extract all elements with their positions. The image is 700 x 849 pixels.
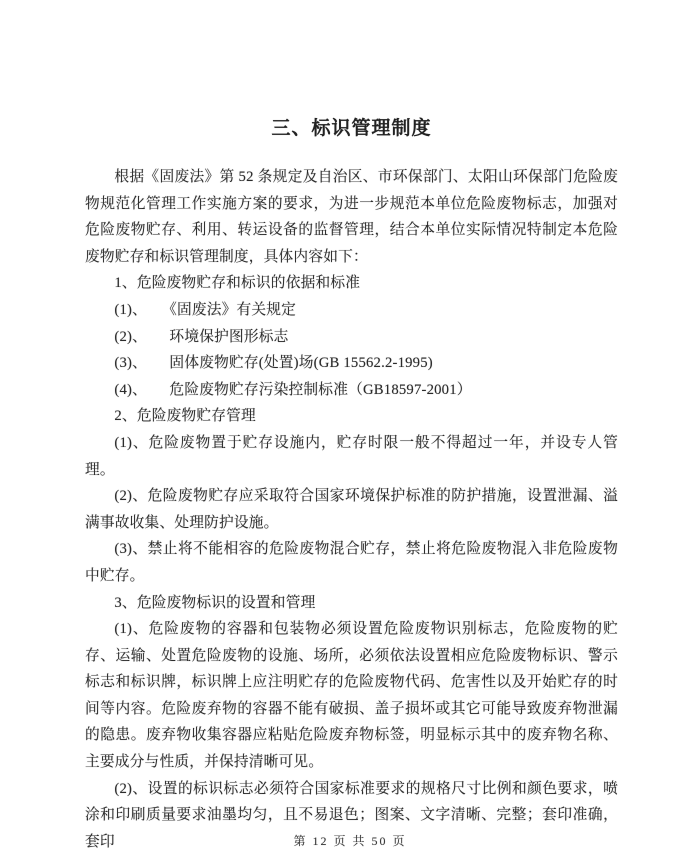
section-1-item-2: (2)、 环境保护图形标志 xyxy=(114,328,289,345)
document-title: 三、标识管理制度 xyxy=(271,118,432,139)
section-3-item-1: (1)、危险废物的容器和包装物必须设置危险废物识别标志，危险废物的贮存、运输、处置危险废物的设施、场所，必须依法设置相应危险废物标识、警示标志和标识牌，标识牌上应注明贮存的危险废物代码、危害性以及开始贮存的时间等内容。危险废弃物的容器不能有破损、盖子损坏或其它可能导致废弃物泄漏的隐患。废弃物收集容器应粘贴危险废弃物标签，明显标示其中的废弃物名称、主要成分与性质，并保持清晰可见。 xyxy=(85,621,618,771)
section-1-item-3: (3)、 固体废物贮存(处置)场(GB 15562.2-1995) xyxy=(114,355,433,372)
section-1-heading: 1、危险废物贮存和标识的依据和标准 xyxy=(114,275,361,292)
section-3-item-2: (2)、设置的标识标志必须符合国家标准要求的规格尺寸比例和颜色要求，喷涂和印刷质量要求油墨均匀，且不易退色；图案、文字清晰、完整；套印准确，套印 xyxy=(85,780,618,849)
section-2-item-2: (2)、危险废物贮存应采取符合国家环境保护标准的防护措施，设置泄漏、溢满事故收集、处理防护设施。 xyxy=(85,488,618,531)
intro-paragraph: 根据《固废法》第 52 条规定及自治区、市环保部门、太阳山环保部门危险废物规范化管理工作实施方案的要求，为进一步规范本单位危险废物标志，加强对危险废物贮存、利用、转运设备的监督管理，结合本单位实际情况特制定本危险废物贮存和标识管理制度，具体内容如下： xyxy=(85,169,618,265)
section-2-heading: 2、危险废物贮存管理 xyxy=(114,408,256,425)
section-2-item-1: (1)、危险废物置于贮存设施内，贮存时限一般不得超过一年，并设专人管理。 xyxy=(85,434,618,478)
section-1-item-4: (4)、 危险废物贮存污染控制标准（GB18597-2001） xyxy=(114,381,472,398)
page-number-footer: 第 12 页 共 50 页 xyxy=(293,834,407,848)
section-2-item-3: (3)、禁止将不能相容的危险废物混合贮存，禁止将危险废物混入非危险废物中贮存。 xyxy=(85,541,618,584)
section-3-heading: 3、危险废物标识的设置和管理 xyxy=(114,594,316,611)
section-1-item-1: (1)、 《固废法》有关规定 xyxy=(114,301,297,318)
